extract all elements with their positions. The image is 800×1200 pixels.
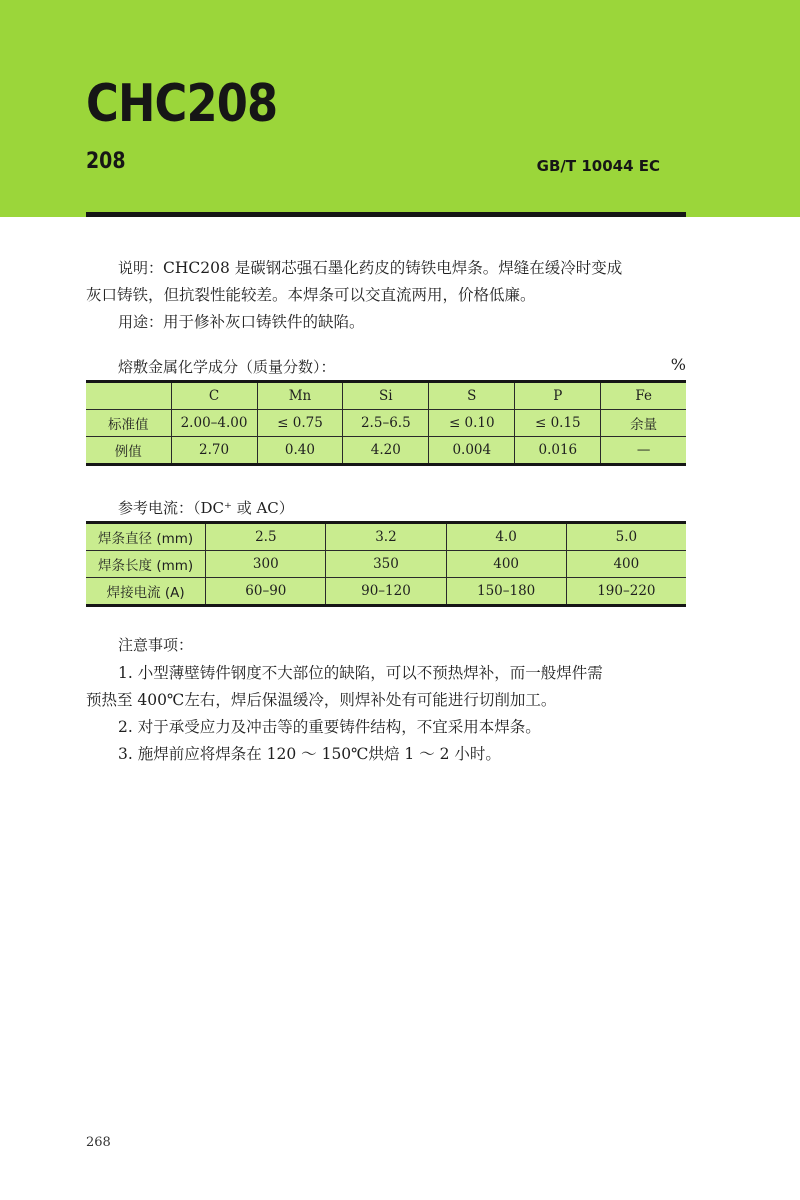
- composition-unit: %: [670, 355, 686, 374]
- table-cell: 2.70: [171, 437, 257, 465]
- table-cell: 90–120: [326, 578, 446, 606]
- table-cell: 2.5: [206, 523, 326, 551]
- table-cell: 2.5–6.5: [343, 410, 429, 437]
- header-divider: [86, 212, 686, 217]
- table-cell: 400: [446, 551, 566, 578]
- composition-title: 熔敷金属化学成分（质量分数）：: [118, 358, 336, 376]
- description-text-line1: CHC208 是碳钢芯强石墨化药皮的铸铁电焊条。焊缝在缓冷时变成: [163, 259, 623, 277]
- current-table: [86, 521, 686, 607]
- table-header-cell: [86, 382, 171, 410]
- note-item-3: 3. 施焊前应将焊条在 120 ～ 150℃烘焙 1 ～ 2 小时。: [118, 745, 501, 763]
- usage-label: 用途：: [118, 313, 164, 331]
- table-row: [86, 437, 686, 465]
- table-cell: —: [601, 437, 686, 465]
- table-row-label: 焊接电流 (A): [86, 578, 206, 606]
- table-cell: ≤ 0.75: [257, 410, 343, 437]
- table-cell: 3.2: [326, 523, 446, 551]
- table-cell: 350: [326, 551, 446, 578]
- current-title-prefix: 参考电流：: [118, 499, 194, 517]
- table-header-cell: Si: [343, 382, 429, 410]
- current-title: [118, 497, 294, 518]
- table-cell: 190–220: [566, 578, 686, 606]
- table-header-cell: Fe: [601, 382, 686, 410]
- table-cell: 4.20: [343, 437, 429, 465]
- composition-table: [86, 380, 686, 466]
- usage-text: 用于修补灰口铸铁件的缺陷。: [163, 313, 365, 331]
- table-cell: 5.0: [566, 523, 686, 551]
- table-cell: 60–90: [206, 578, 326, 606]
- description-text-line2: 灰口铸铁，但抗裂性能较差。本焊条可以交直流两用，价格低廉。: [86, 286, 536, 304]
- table-cell: 0.016: [515, 437, 601, 465]
- description-label: 说明：: [118, 259, 164, 277]
- notes-list: [86, 660, 690, 768]
- table-cell: ≤ 0.10: [429, 410, 515, 437]
- table-cell: 余量: [601, 410, 686, 437]
- table-cell: 0.004: [429, 437, 515, 465]
- table-header-cell: Mn: [257, 382, 343, 410]
- table-header-cell: P: [515, 382, 601, 410]
- description-paragraph: [86, 255, 690, 336]
- table-cell: 0.40: [257, 437, 343, 465]
- table-cell: 300: [206, 551, 326, 578]
- note-item-1-line1: 1. 小型薄壁铸件钢度不大部位的缺陷，可以不预热焊补，而一般焊件需: [118, 664, 603, 682]
- current-title-paren: （DC⁺ 或 AC）: [193, 499, 294, 517]
- product-sub-model: 208: [86, 149, 126, 174]
- table-header-cell: S: [429, 382, 515, 410]
- table-row-label: 焊条直径 (mm): [86, 523, 206, 551]
- table-cell: ≤ 0.15: [515, 410, 601, 437]
- table-header-cell: C: [171, 382, 257, 410]
- table-row: [86, 578, 686, 606]
- standard-code: GB/T 10044 EC: [536, 157, 660, 175]
- table-row: [86, 410, 686, 437]
- note-item-1-line2: 预热至 400℃左右，焊后保温缓冷，则焊补处有可能进行切削加工。: [86, 691, 557, 709]
- table-cell: 4.0: [446, 523, 566, 551]
- note-item-2: 2. 对于承受应力及冲击等的重要铸件结构，不宜采用本焊条。: [118, 718, 541, 736]
- table-row: [86, 551, 686, 578]
- table-cell: 150–180: [446, 578, 566, 606]
- table-row: [86, 523, 686, 551]
- table-cell: 2.00–4.00: [171, 410, 257, 437]
- table-header-row: [86, 382, 686, 410]
- table-cell: 400: [566, 551, 686, 578]
- table-row-label: 例值: [86, 437, 171, 465]
- page-number: 268: [86, 1135, 111, 1150]
- notes-title: 注意事项：: [118, 636, 194, 654]
- product-model-title: CHC208: [86, 74, 278, 134]
- table-row-label: 标准值: [86, 410, 171, 437]
- table-row-label: 焊条长度 (mm): [86, 551, 206, 578]
